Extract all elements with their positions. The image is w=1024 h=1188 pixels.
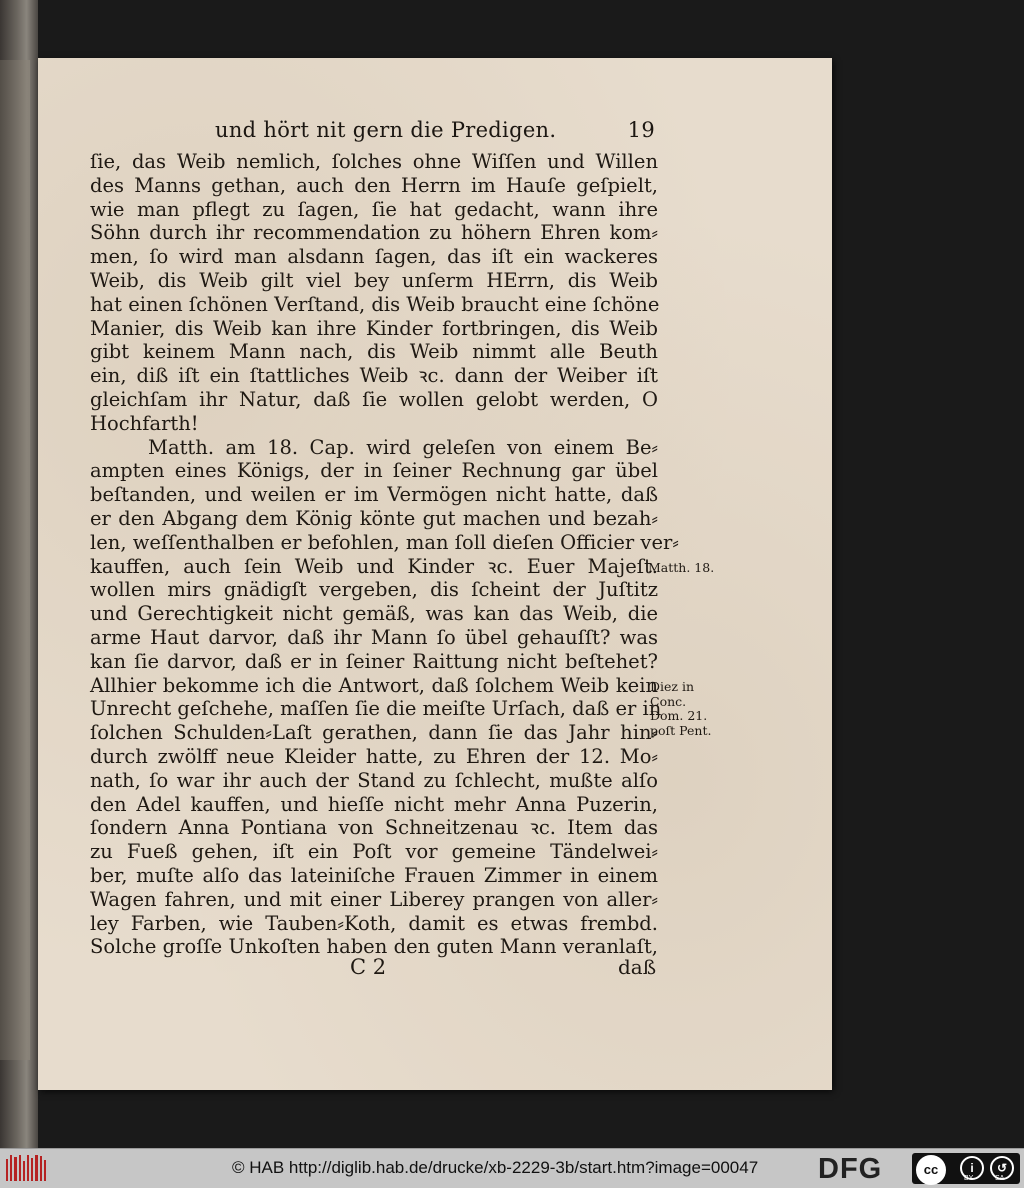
text-line: gibt keinem Mann nach, dis Weib nimmt alle Beuth (90, 340, 658, 364)
text-line: Allhier bekomme ich die Antwort, daß ſolchem Weib kein (90, 673, 658, 697)
margin-note-line: poſt Pent. (650, 722, 712, 738)
text-line: ber, muſte alſo das lateiniſche Frauen Zimmer in einem (90, 863, 658, 887)
text-line: nath, ſo war ihr auch der Stand zu ſchlecht, mußte alſo (90, 768, 658, 792)
margin-note-diez (650, 680, 711, 738)
sa-icon: ↺ (990, 1156, 1014, 1180)
margin-note-line: Dom. 21. (650, 708, 708, 724)
margin-note-line: Diez in (650, 679, 695, 694)
page-number: 19 (627, 118, 655, 142)
text-line: Weib, dis Weib gilt viel bey unſerm HErrn, dis Weib (90, 268, 658, 292)
text-line: kauffen, auch ſein Weib und Kinder ꝛc. Euer Majeſt. (90, 554, 658, 578)
text-line: arme Haut darvor, daß ihr Mann ſo übel gehauſſt? was (90, 625, 658, 649)
text-line: hat einen ſchönen Verſtand, dis Weib braucht eine ſchöne (90, 292, 660, 316)
text-line: kan ſie darvor, daß er in ſeiner Raittung nicht beſtehet? (90, 649, 658, 673)
text-line: Unrecht geſchehe, maſſen ſie die meiſte Urſach, daß er in (90, 697, 662, 721)
text-line: ſolchen Schulden⸗Laſt gerathen, dann ſie das Jahr hin⸗ (90, 721, 658, 745)
margin-note-matth: Matth. 18. (648, 560, 715, 575)
running-head: und hört nit gern die Predigen. (215, 118, 557, 142)
text-line: des Manns gethan, auch den Herrn im Hauſe geſpielt, (90, 173, 658, 197)
text-line: wollen mirs gnädigſt vergeben, dis ſcheint der Juſtitz (90, 578, 658, 602)
previous-page-edge (0, 60, 30, 1060)
signature-mark: C 2 (350, 955, 387, 979)
text-line: men, ſo wird man alsdann ſagen, das iſt ein wackeres (90, 245, 658, 269)
text-line: Wagen fahren, und mit einer Liberey prangen von aller⸗ (90, 887, 658, 911)
cc-icon: cc (916, 1155, 946, 1185)
hab-logo-icon (6, 1155, 46, 1181)
cc-license-badge[interactable] (912, 1153, 1020, 1184)
text-line: ley Farben, wie Tauben⸗Koth, damit es etwas frembd. (90, 911, 658, 935)
text-line: er den Abgang dem König könte gut machen und bezah⸗ (90, 506, 658, 530)
by-icon: i (960, 1156, 984, 1180)
viewer-footer (0, 1148, 1024, 1188)
by-label: BY (964, 1175, 974, 1182)
text-line: ampten eines Königs, der in ſeiner Rechnung gar übel (90, 459, 658, 483)
text-line: durch zwölff neue Kleider hatte, zu Ehren der 12. Mo⸗ (90, 744, 658, 768)
margin-note-line: Conc. (650, 693, 687, 709)
sa-label: SA (995, 1175, 1005, 1182)
text-line: len, weſſenthalben er befohlen, man ſoll dieſen Officier ver⸗ (90, 530, 679, 554)
text-line: zu Fueß gehen, iſt ein Poſt vor gemeine Tändelwei⸗ (90, 840, 658, 864)
text-line: beſtanden, und weilen er im Vermögen nicht hatte, daß (90, 483, 658, 507)
text-line: ein, diß iſt ein ſtattliches Weib ꝛc. dann der Weiber iſt (90, 364, 658, 388)
text-line: Matth. am 18. Cap. wird geleſen von einem Be⸗ (148, 435, 658, 459)
text-line: gleichſam ihr Natur, daß ſie wollen gelobt werden, O (90, 387, 658, 411)
text-line: ſondern Anna Pontiana von Schneitzenau ꝛc. Item das (90, 816, 658, 840)
text-line: Söhn durch ihr recommendation zu höhern Ehren kom⸗ (90, 221, 658, 245)
catchword: daß (618, 955, 657, 979)
text-line: ſie, das Weib nemlich, ſolches ohne Wiſſen und Willen (90, 150, 658, 173)
text-line: und Gerechtigkeit nicht gemäß, was kan das Weib, die (90, 602, 658, 626)
copyright-url[interactable]: © HAB http://diglib.hab.de/drucke/xb-2229-3b/start.htm?image=00047 (232, 1158, 759, 1177)
dfg-logo: DFG (818, 1153, 883, 1185)
text-line: den Adel kauffen, und hieſſe nicht mehr Anna Puzerin, (90, 792, 658, 816)
text-line: wie man pflegt zu ſagen, ſie hat gedacht, wann ihre (90, 197, 658, 221)
page-header (215, 118, 655, 148)
text-line: Manier, dis Weib kan ihre Kinder fortbringen, dis Weib (90, 316, 658, 340)
text-line: Hochfarth! (90, 411, 199, 435)
text-line: Solche groſſe Unkoſten haben den guten Mann veranlaſt, (90, 935, 658, 959)
